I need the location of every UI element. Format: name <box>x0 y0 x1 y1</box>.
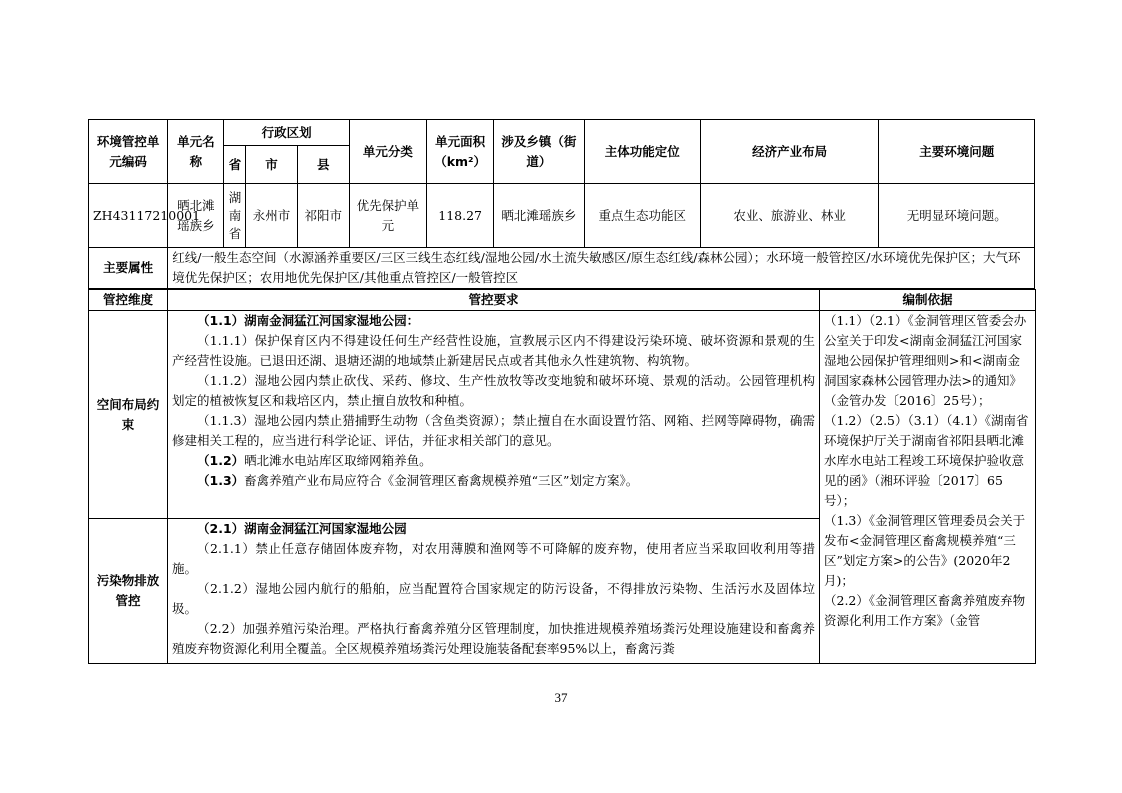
header-category: 单元分类 <box>349 120 426 184</box>
spatial-p4 <box>172 451 815 471</box>
header-towns: 涉及乡镇（街道） <box>494 120 584 184</box>
unit-county: 祁阳市 <box>297 184 349 248</box>
basis-3: （1.3）《金洞管理区管理委员会关于发布<金洞管理区畜禽规模养殖“三区”划定方案>的公告》(2020年2月)； <box>824 513 1026 588</box>
spatial-label: 空间布局约束 <box>89 311 168 519</box>
header-city: 市 <box>246 146 297 184</box>
header-area: 单元面积（km²） <box>427 120 494 184</box>
spatial-p4-text: 晒北滩水电站库区取缔网箱养鱼。 <box>244 453 432 468</box>
unit-function: 重点生态功能区 <box>584 184 700 248</box>
unit-province: 湖南省 <box>224 184 246 248</box>
header-province: 省 <box>224 146 246 184</box>
spatial-p1: （1.1.1）保护保育区内不得建设任何生产经营性设施，宣教展示区内不得建设污染环境、破坏资源和景观的生产经营性设施。已退田还湖、退塘还湖的地域禁止新建居民点或者其他永久性建筑物、构筑物。 <box>172 333 815 368</box>
basis-column <box>820 311 1036 664</box>
control-table <box>88 289 1036 664</box>
pollution-requirements <box>168 519 820 664</box>
spatial-p5-text: 畜禽养殖产业布局应符合《金洞管理区畜禽规模养殖“三区”划定方案》。 <box>244 473 639 488</box>
pollution-p1: （2.1.1）禁止任意存储固体废弃物，对农用薄膜和渔网等不可降解的废弃物，使用者应当采取回收利用等措施。 <box>172 541 815 576</box>
spatial-p5 <box>172 471 815 491</box>
pollution-label: 污染物排放管控 <box>89 519 168 664</box>
unit-city: 永州市 <box>246 184 297 248</box>
req-header: 管控要求 <box>168 290 820 311</box>
header-problems: 主要环境问题 <box>879 120 1035 184</box>
header-code: 环境管控单元编码 <box>89 120 168 184</box>
basis-4: （2.2）《金洞管理区畜禽养殖废弃物资源化利用工作方案》（金管 <box>824 593 1026 628</box>
spatial-requirements <box>168 311 820 519</box>
unit-name: 晒北滩瑶族乡 <box>168 184 224 248</box>
pollution-p2: （2.1.2）湿地公园内航行的船舶，应当配置符合国家规定的防污设备，不得排放污染物、生活污水及固体垃圾。 <box>172 581 815 616</box>
unit-category: 优先保护单元 <box>349 184 426 248</box>
attributes-label: 主要属性 <box>89 248 168 289</box>
spatial-title: （1.1）湖南金洞猛江河国家湿地公园： <box>197 313 420 328</box>
header-economy: 经济产业布局 <box>700 120 879 184</box>
pollution-p3: （2.2）加强养殖污染治理。严格执行畜禽养殖分区管理制度，加快推进规模养殖场粪污处理设施建设和畜禽养殖废弃物资源化利用全覆盖。全区规模养殖场粪污处理设施装备配套率95%以上，畜禽污粪 <box>172 621 815 656</box>
basis-2: （1.2）（2.5）（3.1）（4.1）《湖南省环境保护厅关于湖南省祁阳县晒北滩水库水电站工程竣工环境保护验收意见的函》（湘环评验〔2017〕65号）； <box>824 413 1029 508</box>
header-name: 单元名称 <box>168 120 224 184</box>
header-admin: 行政区划 <box>224 120 349 146</box>
unit-towns: 晒北滩瑶族乡 <box>494 184 584 248</box>
page-number: 37 <box>554 690 568 705</box>
spatial-p2: （1.1.2）湿地公园内禁止砍伐、采药、修坟、生产性放牧等改变地貌和破坏环境、景观的活动。公园管理机构划定的植被恢复区和栽培区内，禁止擅自放牧和种植。 <box>172 373 815 408</box>
dim-header: 管控维度 <box>89 290 168 311</box>
basis-header: 编制依据 <box>820 290 1036 311</box>
unit-code: ZH43117210001 <box>89 184 168 248</box>
header-county: 县 <box>297 146 349 184</box>
unit-problems: 无明显环境问题。 <box>879 184 1035 248</box>
spatial-p4-label: （1.2） <box>197 453 245 468</box>
basis-1: （1.1）（2.1）《金洞管理区管委会办公室关于印发<湖南金洞猛江河国家湿地公园保护管理细则>和<湖南金洞国家森林公园管理办法>的通知》（金管办发〔2016〕25号）； <box>824 313 1027 408</box>
header-function: 主体功能定位 <box>584 120 700 184</box>
unit-area: 118.27 <box>427 184 494 248</box>
spatial-p5-label: （1.3） <box>197 473 245 488</box>
spatial-p3: （1.1.3）湿地公园内禁止猎捕野生动物（含鱼类资源）；禁止擅自在水面设置竹箔、网箱、拦网等障碍物，确需修建相关工程的，应当进行科学论证、评估，并征求相关部门的意见。 <box>172 413 815 448</box>
pollution-title: （2.1）湖南金洞猛江河国家湿地公园 <box>197 521 407 536</box>
attributes-text: 红线/一般生态空间（水源涵养重要区/三区三线生态红线/湿地公园/水土流失敏感区/原生态红线/森林公园）；水环境一般管控区/水环境优先保护区；大气环境优先保护区；农用地优先保护区/其他重点管控区/一般管控区 <box>168 248 1035 289</box>
unit-economy: 农业、旅游业、林业 <box>700 184 879 248</box>
unit-table <box>88 119 1035 289</box>
